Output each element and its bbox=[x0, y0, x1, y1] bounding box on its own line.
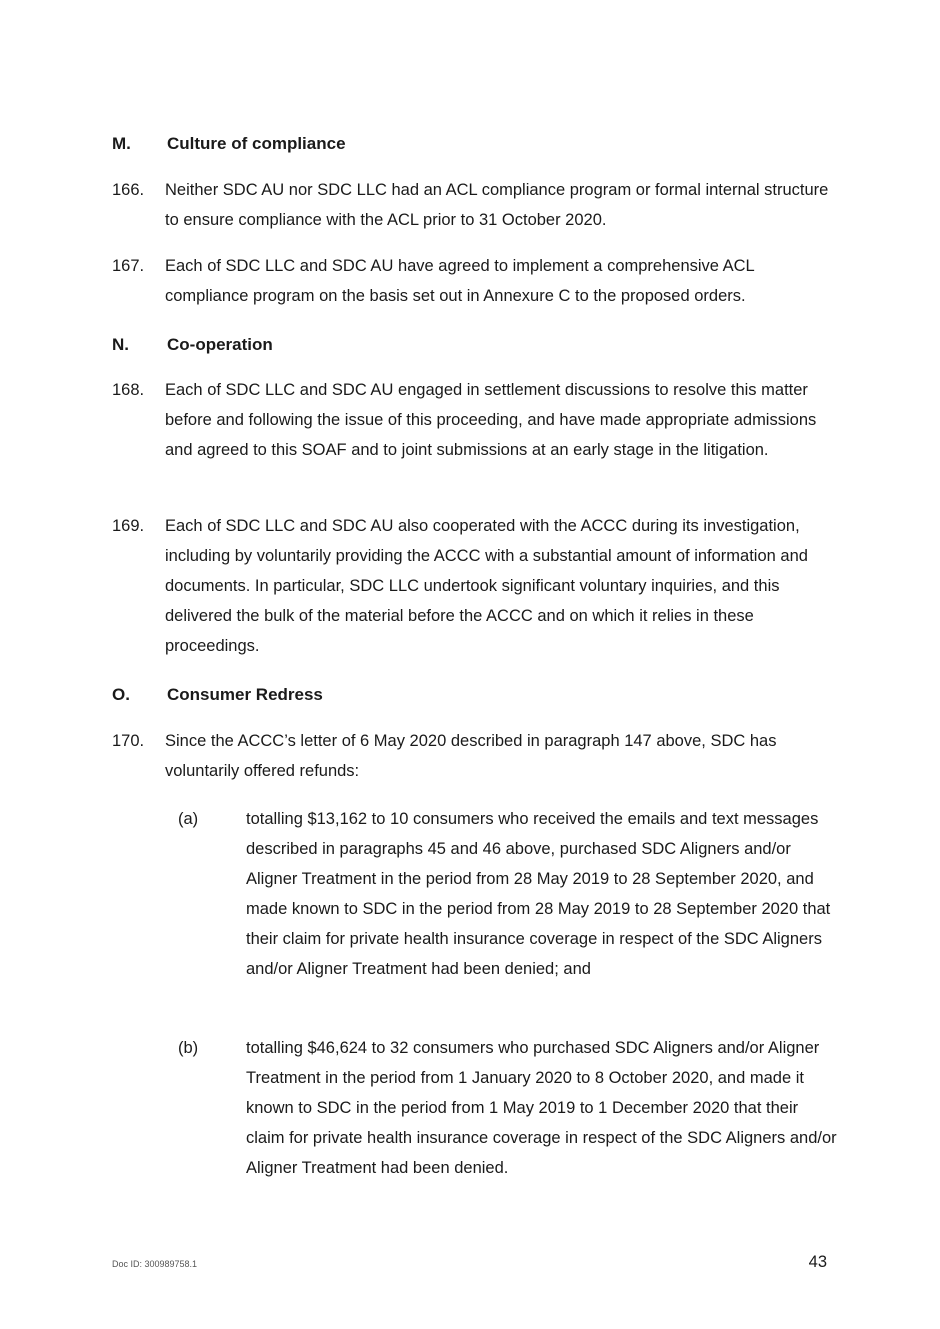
paragraph-number: 166. bbox=[112, 181, 145, 199]
paragraph-text: Each of SDC LLC and SDC AU also cooperated with the ACCC during its investigation, including by voluntarily providing the ACCC with a substantial amount of information and documents. In particular, SDC LLC undertook significant voluntary inquiries, and this delivered the bulk of the material before the ACCC and on which it relies in these proceedings. bbox=[165, 517, 808, 655]
section-title: Co-operation bbox=[167, 335, 273, 354]
section-heading-m bbox=[112, 134, 346, 154]
paragraph-text: Each of SDC LLC and SDC AU have agreed to implement a comprehensive ACL compliance program on the basis set out in Annexure C to the proposed orders. bbox=[165, 257, 755, 305]
subparagraph-label: (b) bbox=[178, 1039, 199, 1057]
section-letter: M. bbox=[112, 134, 131, 153]
section-title: Consumer Redress bbox=[167, 685, 323, 704]
section-heading-o bbox=[112, 685, 323, 705]
paragraph-text: Since the ACCC’s letter of 6 May 2020 described in paragraph 147 above, SDC has voluntarily offered refunds: bbox=[165, 732, 777, 780]
document-id: Doc ID: 300989758.1 bbox=[112, 1259, 198, 1269]
section-letter: N. bbox=[112, 335, 129, 354]
paragraph-text: Neither SDC AU nor SDC LLC had an ACL compliance program or formal internal structure to ensure compliance with the ACL prior to 31 October 2020. bbox=[165, 181, 829, 229]
paragraph-number: 170. bbox=[112, 732, 145, 750]
section-heading-n bbox=[112, 335, 273, 355]
paragraph-number: 169. bbox=[112, 517, 145, 535]
paragraph-167 bbox=[112, 251, 832, 311]
section-letter: O. bbox=[112, 685, 130, 704]
subparagraph-b bbox=[178, 1033, 838, 1183]
subparagraph-text: totalling $46,624 to 32 consumers who purchased SDC Aligners and/or Aligner Treatment in the period from 1 January 2020 to 8 October 2020, and made it known to SDC in the period from 1 May 2019 to 1 December 2020 that their claim for private health insurance coverage in respect of the SDC Aligners and/or Aligner Treatment had been denied. bbox=[246, 1039, 837, 1177]
paragraph-166 bbox=[112, 175, 832, 235]
paragraph-text: Each of SDC LLC and SDC AU engaged in settlement discussions to resolve this matter before and following the issue of this proceeding, and have made appropriate admissions and agreed to this SOAF and to joint submissions at an early stage in the litigation. bbox=[165, 381, 817, 459]
subparagraph-text: totalling $13,162 to 10 consumers who received the emails and text messages described in paragraphs 45 and 46 above, purchased SDC Aligners and/or Aligner Treatment in the period from 28 May 2019 to 28 September 2020, and made known to SDC in the period from 28 May 2019 to 28 September 2020 that their claim for private health insurance coverage in respect of the SDC Aligners and/or Aligner Treatment had been denied; and bbox=[246, 810, 831, 978]
subparagraph-label: (a) bbox=[178, 810, 199, 828]
paragraph-number: 168. bbox=[112, 381, 145, 399]
subparagraph-a bbox=[178, 804, 838, 984]
paragraph-169 bbox=[112, 511, 832, 661]
paragraph-number: 167. bbox=[112, 257, 145, 275]
section-title: Culture of compliance bbox=[167, 134, 346, 153]
page-number: 43 bbox=[808, 1253, 827, 1271]
paragraph-170 bbox=[112, 726, 832, 786]
paragraph-168 bbox=[112, 375, 832, 465]
